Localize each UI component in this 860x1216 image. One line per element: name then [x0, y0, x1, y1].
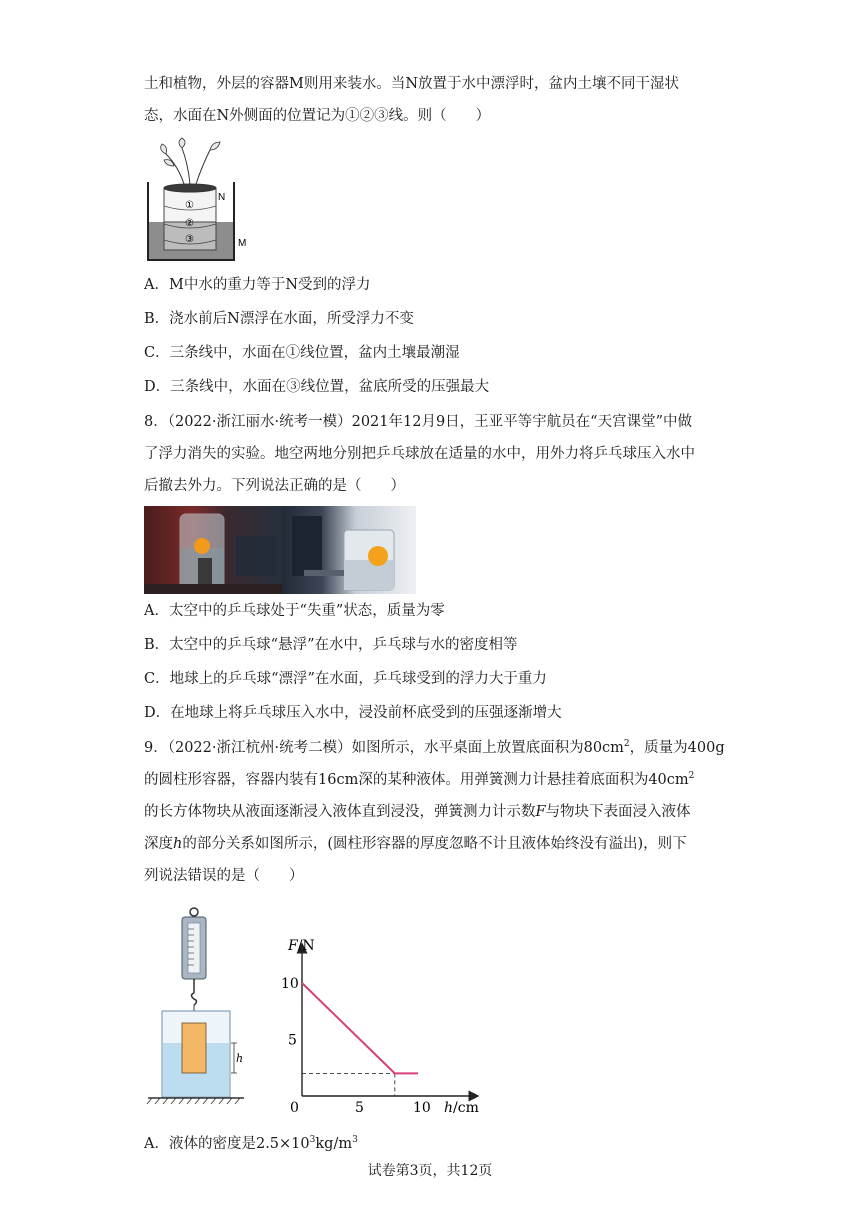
q7-line-2: 态，水面在N外侧面的位置记为①②③线。则（ ）	[144, 108, 491, 124]
series-line	[302, 983, 418, 1073]
q7-line-1: 土和植物，外层的容器M则用来装水。当N放置于水中漂浮时，盆内土壤不同干湿状	[144, 76, 680, 92]
q9-line-5: 列说法错误的是（ ）	[144, 868, 304, 884]
x-tick-label: 10	[413, 1100, 431, 1116]
x-tick-label: 0	[290, 1100, 299, 1116]
x-tick-label: 5	[355, 1100, 364, 1116]
mark-1: ①	[185, 200, 194, 211]
pingpong-experiment-photo	[144, 506, 416, 594]
q8-option-a: A．太空中的乒乓球处于“失重”状态，质量为零	[144, 603, 445, 619]
mark-3: ③	[185, 234, 194, 245]
mark-2: ②	[185, 218, 194, 229]
q8-line-1: 8．（2022·浙江丽水·统考一模）2021年12月9日，王亚平等宇航员在“天宫课堂”中做	[144, 414, 692, 430]
q7-option-c: C．三条线中，水面在①线位置，盆内土壤最潮湿	[144, 345, 460, 361]
q7-option-b: B．浇水前后N漂浮在水面，所受浮力不变	[144, 311, 414, 327]
y-axis-label: F/N	[288, 938, 315, 954]
page-footer: 试卷第3页，共12页	[367, 1163, 493, 1179]
q7-option-a: A．M中水的重力等于N受到的浮力	[144, 277, 371, 293]
q8-option-b: B．太空中的乒乓球“悬浮”在水中，乒乓球与水的密度相等	[144, 637, 518, 653]
q9-line-1: 9．（2022·浙江杭州·统考二模）如图所示，水平桌面上放置底面积为$80cm^2$，质量为400g	[144, 739, 725, 756]
label-N: N	[218, 192, 226, 203]
y-tick-label: 5	[288, 1032, 297, 1049]
flowerpot-figure	[144, 136, 264, 264]
h-dimension-label: h	[236, 1052, 244, 1065]
f-h-chart	[276, 936, 492, 1116]
q9-line-3: 的长方体物块从液面逐渐浸入液体直到浸没，弹簧测力计示数F与物块下表面浸入液体	[144, 804, 691, 820]
label-M: M	[238, 238, 247, 249]
q9-line-2: 的圆柱形容器，容器内装有16cm深的某种液体。用弹簧测力计悬挂着底面积为$40cm^2$	[144, 771, 695, 788]
q9-line-4: 深度h的部分关系如图所示，(圆柱形容器的厚度忽略不计且液体始终没有溢出)，则下	[144, 836, 687, 852]
y-tick-label: 10	[281, 976, 299, 992]
q9-option-a: A．液体的密度是$2.5\times 10^3kg/m^3$	[144, 1135, 358, 1152]
x-axis-label: h/cm	[444, 1100, 479, 1116]
q7-option-d: D．三条线中，水面在③线位置，盆底所受的压强最大	[144, 379, 490, 395]
q8-line-2: 了浮力消失的实验。地空两地分别把乒乓球放在适量的水中，用外力将乒乓球压入水中	[144, 446, 695, 462]
q8-option-c: C．地球上的乒乓球“漂浮”在水面，乒乓球受到的浮力大于重力	[144, 671, 547, 687]
spring-scale-figure	[144, 905, 260, 1111]
q8-option-d: D．在地球上将乒乓球压入水中，浸没前杯底受到的压强逐渐增大	[144, 705, 562, 721]
q8-line-3: 后撤去外力。下列说法正确的是（ ）	[144, 478, 405, 494]
